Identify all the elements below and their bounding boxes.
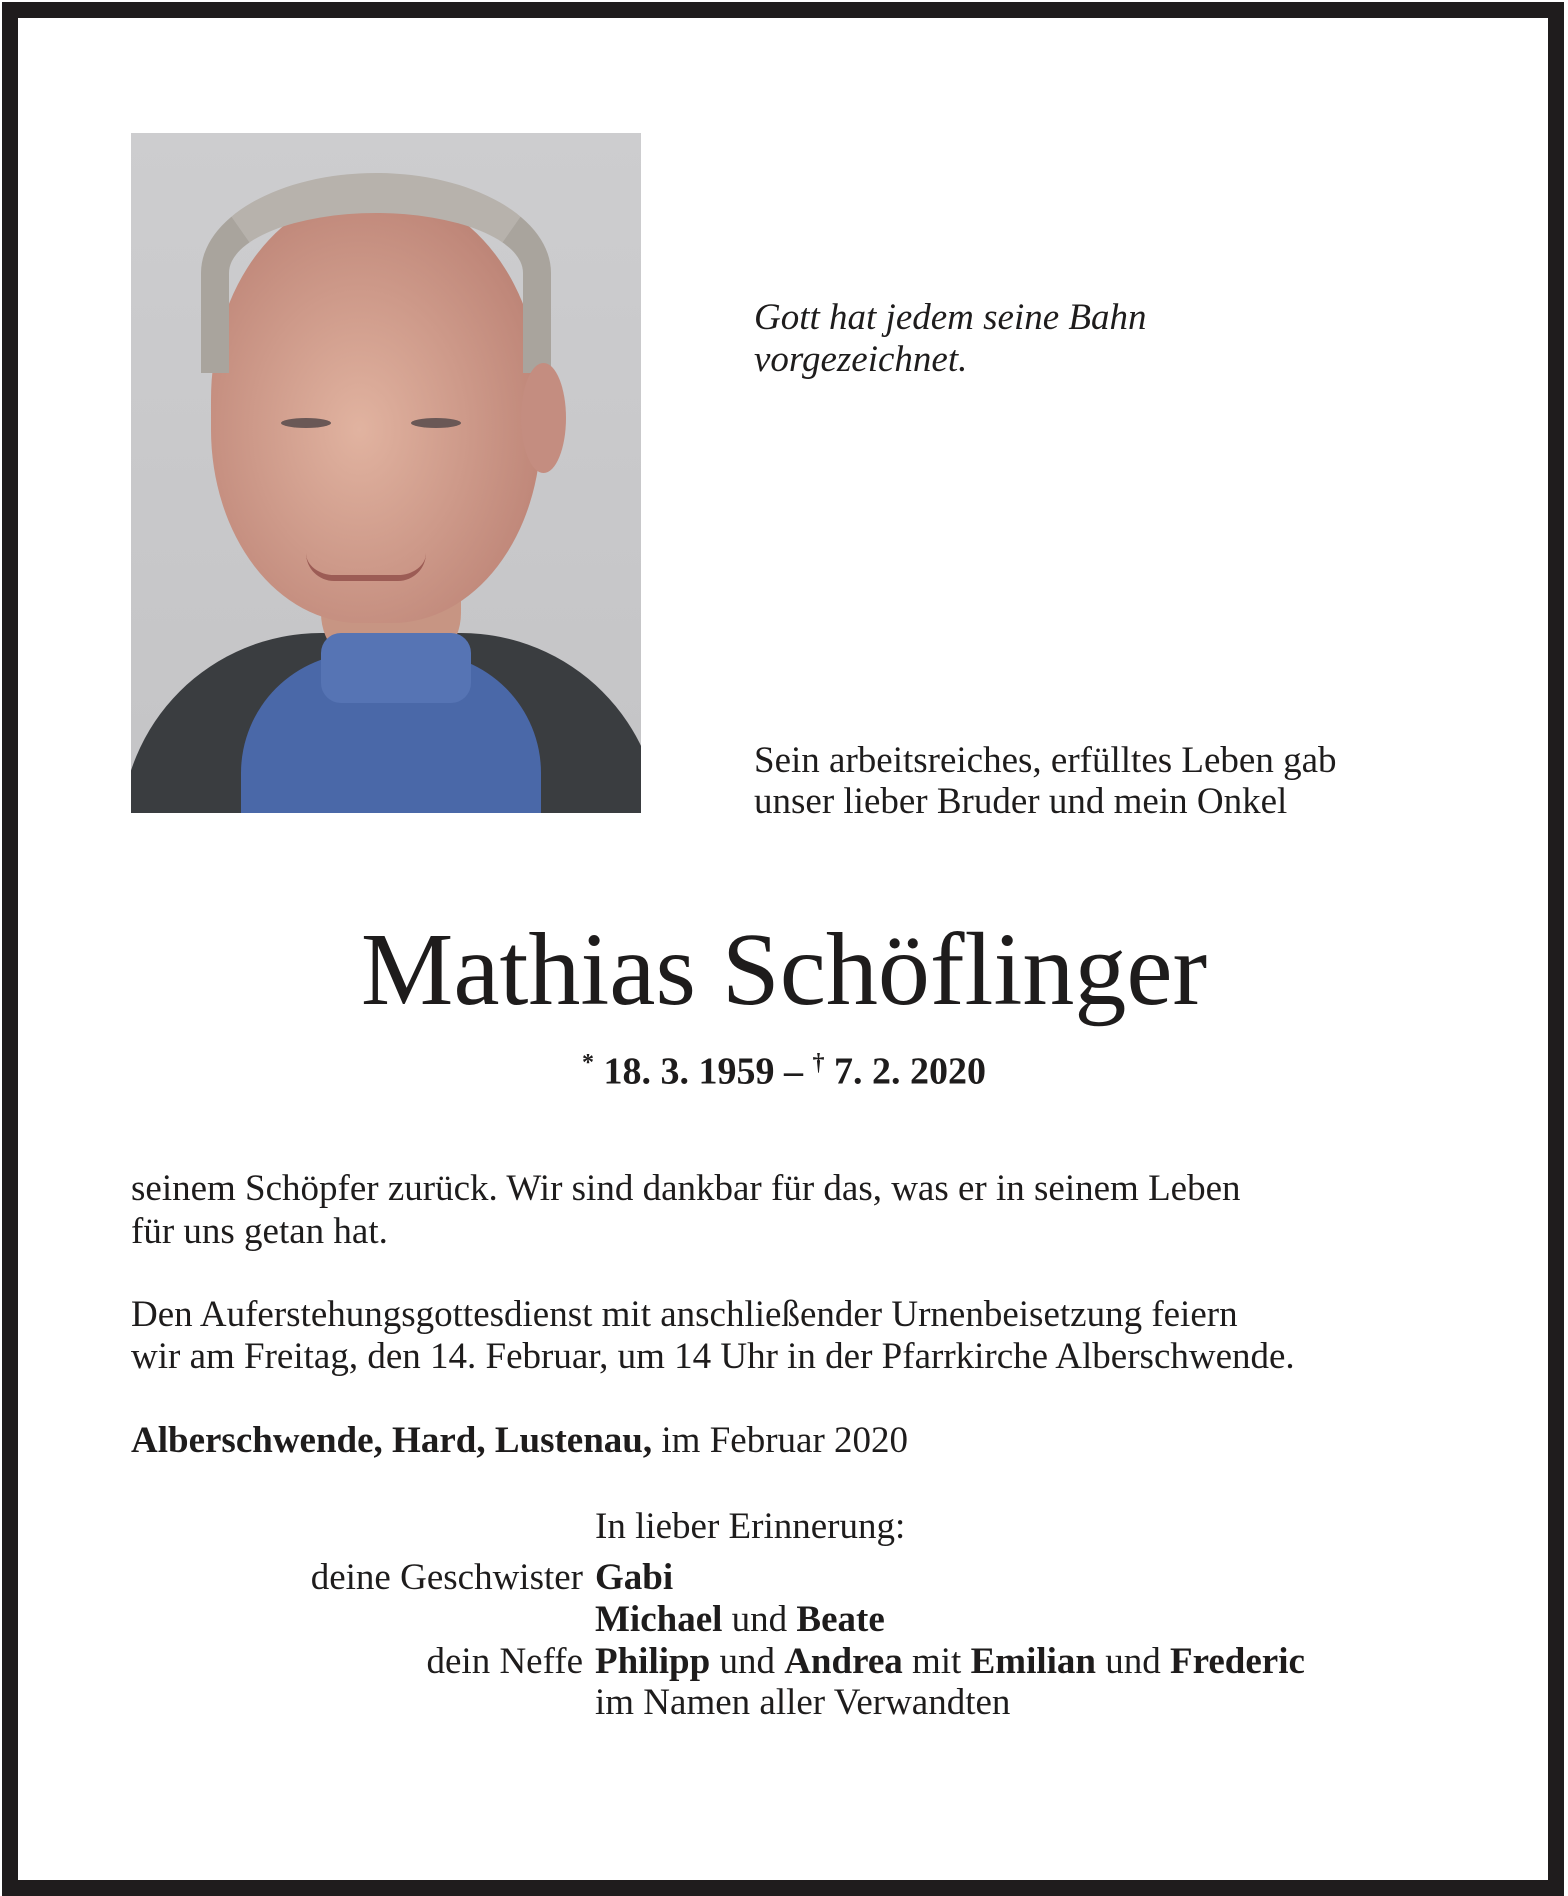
conjunction: und [1105, 1641, 1161, 1682]
intro-line-1: Sein arbeitsreiches, erfülltes Leben gab [754, 740, 1337, 781]
date-separator: – [784, 1050, 803, 1093]
siblings-label: deine Geschwister [310, 1557, 583, 1598]
places: Alberschwende, Hard, Lustenau, [131, 1420, 653, 1461]
sibling-name: Gabi [595, 1557, 674, 1598]
death-date: 7. 2. 2020 [834, 1050, 986, 1093]
intro-line-2: unser lieber Bruder und mein Onkel [754, 781, 1288, 822]
child-name: Emilian [970, 1641, 1097, 1682]
conjunction: und [719, 1641, 775, 1682]
nephew-label: dein Neffe [426, 1641, 583, 1682]
body-line-1: seinem Schöpfer zurück. Wir sind dankbar für das, was er in seinem Leben [131, 1168, 1241, 1209]
place-date-line [131, 1420, 908, 1462]
quote-line-2: vorgezeichnet. [754, 339, 968, 380]
service-line-2: wir am Freitag, den 14. Februar, um 14 Uhr in der Pfarrkirche Alberschwende. [131, 1336, 1295, 1377]
siblings-line-2 [595, 1599, 885, 1641]
child-name: Frederic [1170, 1641, 1305, 1682]
birth-symbol: * [582, 1050, 594, 1076]
sibling-name: Michael [595, 1599, 723, 1640]
life-dates [0, 1040, 1568, 1095]
sibling-partner-name: Beate [796, 1599, 885, 1640]
partner-name: Andrea [784, 1641, 903, 1682]
body-line-2: für uns getan hat. [131, 1211, 388, 1252]
quote-line-1: Gott hat jedem seine Bahn [754, 297, 1147, 338]
portrait-photo [131, 133, 641, 813]
notice-date: im Februar 2020 [661, 1420, 909, 1461]
conjunction: und [731, 1599, 788, 1640]
nephew-name: Philipp [595, 1641, 711, 1682]
death-symbol: † [812, 1050, 825, 1076]
deceased-name: Mathias Schöflinger [360, 912, 1208, 1027]
memory-heading: In lieber Erinnerung: [595, 1506, 906, 1547]
service-line-1: Den Auferstehungsgottesdienst mit anschließender Urnenbeisetzung feiern [131, 1294, 1238, 1335]
nephew-line [595, 1641, 1305, 1683]
conjunction: mit [912, 1641, 962, 1682]
birth-date: 18. 3. 1959 [603, 1050, 775, 1093]
closing-line: im Namen aller Verwandten [595, 1682, 1011, 1723]
